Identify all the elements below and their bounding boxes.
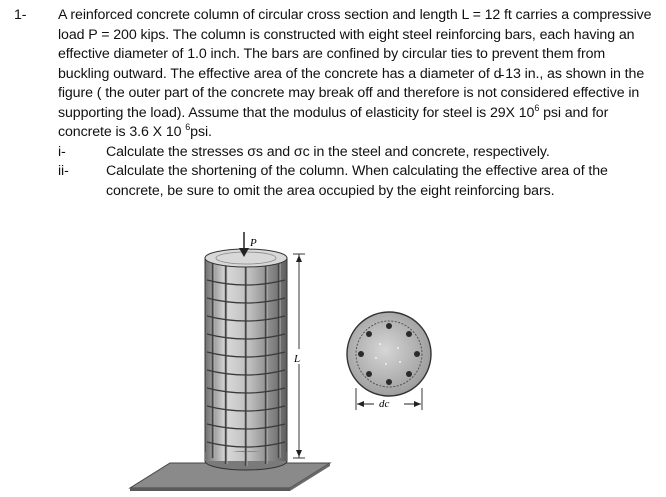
statement-end: psi.: [190, 124, 212, 140]
part-ii-label: ii-: [58, 163, 69, 179]
column-illustration: [0, 226, 666, 492]
statement-mid: psi and for concrete is 3.6 X 10: [58, 104, 609, 140]
diameter-label: dc: [379, 398, 390, 410]
length-label: L: [294, 353, 301, 365]
cross-section: [347, 312, 431, 396]
column-body: [205, 249, 287, 470]
problem-number: 1-: [14, 7, 27, 23]
part-i: [58, 143, 654, 163]
problem-1: [14, 6, 654, 201]
part-i-label: i-: [58, 143, 66, 160]
statement-text: A reinforced concrete column of circular cross section and length L = 12 ft carries a compressive load P = 200 kips. The column is constructed with eight steel reinforcing bars, each having an effective diameter of 1.0 inch. The bars are confined by circular ties to prevent them from buckling outward. The effective area of the concrete has a diameter of d̵ 13 in., as shown in the figure ( the outer part of the concrete may break off and therefore is not considered effective in supporting the load). Assume that the modulus of elasticity for steel is 29X 10: [58, 7, 652, 121]
steel-modulus-exponent: 6: [534, 102, 540, 113]
concrete-modulus-exponent: 6: [185, 122, 191, 132]
part-i-text: Calculate the stresses σs and σc in the steel and concrete, respectively.: [106, 143, 550, 160]
problem-statement: [58, 6, 654, 143]
load-label: P: [250, 237, 257, 249]
problem-body: [58, 6, 654, 201]
part-ii: [58, 162, 654, 201]
part-ii-text: Calculate the shortening of the column. When calculating the effective area of the concrete, be sure to omit the area occupied by the eight reinforcing bars.: [106, 163, 608, 199]
column-figure: [0, 226, 666, 492]
